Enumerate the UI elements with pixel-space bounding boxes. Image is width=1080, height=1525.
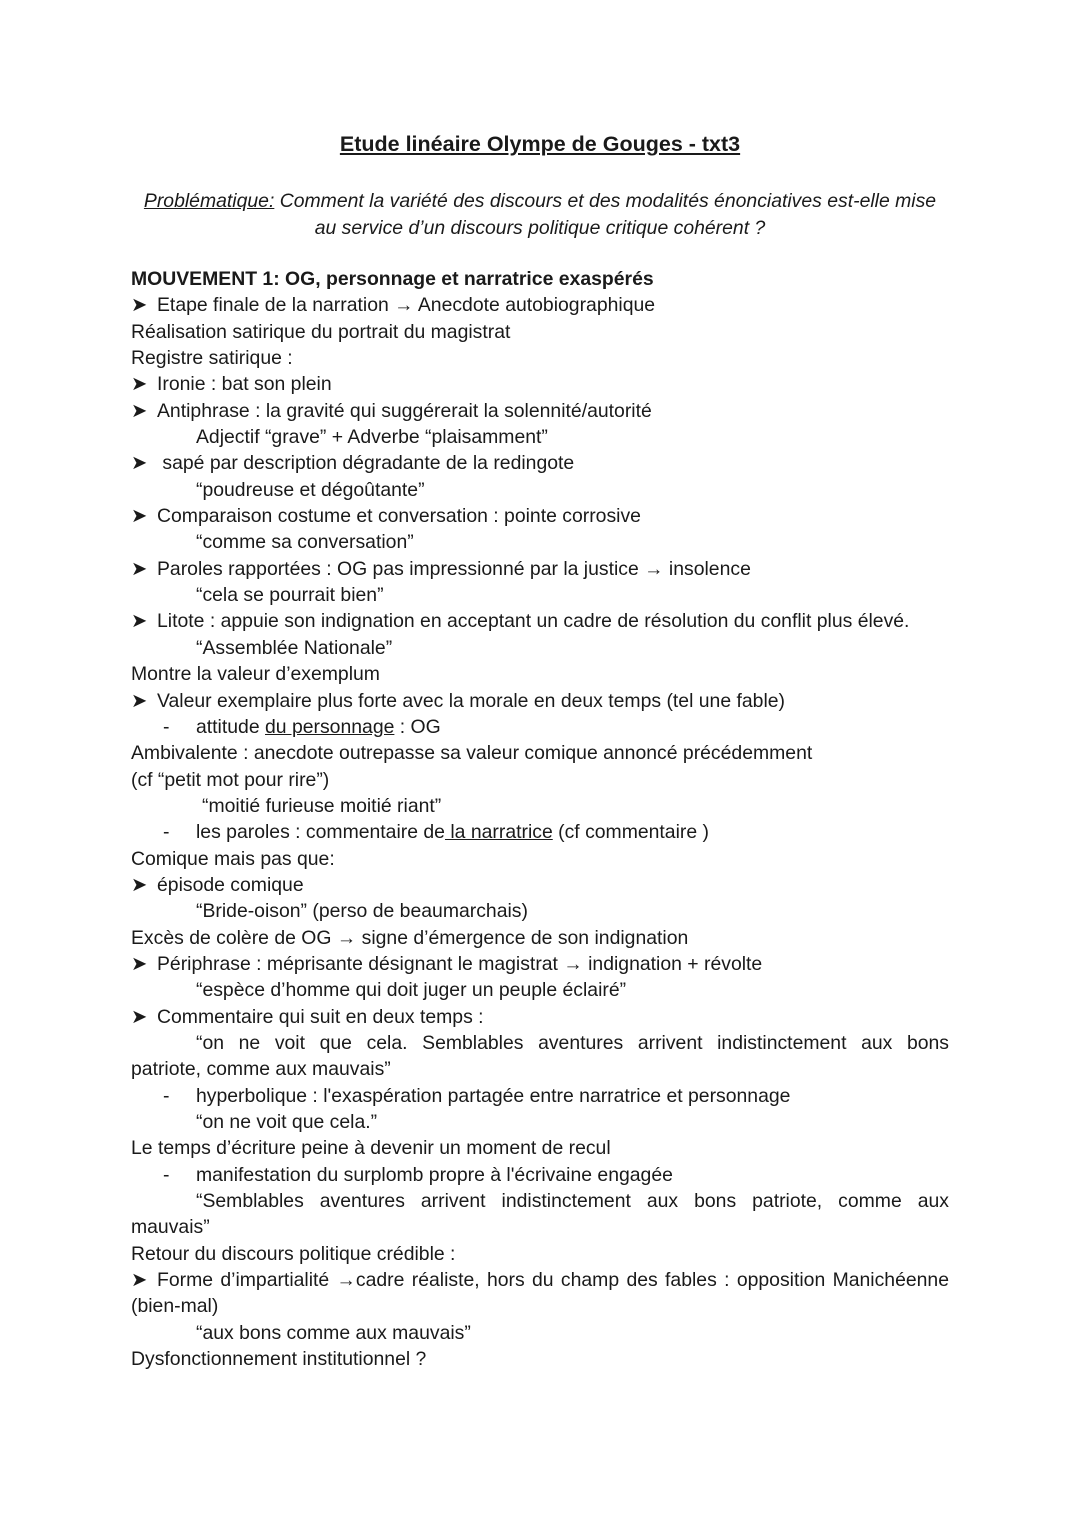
problematique-text-2: au service d’un discours politique critique cohérent ? (314, 216, 766, 239)
bullet-line: ➤ Comparaison costume et conversation : pointe corrosive (131, 503, 949, 529)
bullet-line: ➤ sapé par description dégradante de la redingote (131, 450, 949, 476)
quote-line: “moitié furieuse moitié riant” (202, 794, 442, 817)
quote-line: patriote, comme aux mauvais” (131, 1058, 391, 1081)
arrow-bullet-icon: ➤ (131, 373, 148, 396)
section-heading: MOUVEMENT 1: OG, personnage et narratrice exaspérés (131, 268, 654, 290)
text-line: Comique mais pas que: (131, 847, 335, 870)
bullet-line: ➤ Antiphrase : la gravité qui suggérerait la solennité/autorité (131, 398, 949, 424)
arrow-bullet-icon: ➤ (131, 873, 148, 896)
bullet-line: ➤ Ironie : bat son plein (131, 371, 949, 397)
text-line: Excès de colère de OG → signe d’émergence de son indignation (131, 926, 689, 949)
quote-line: “cela se pourrait bien” (196, 584, 384, 607)
dash-bullet-icon: - (163, 715, 170, 738)
arrow-bullet-icon: ➤ (131, 505, 148, 528)
bullet-line: ➤ Forme d’impartialité →cadre réaliste, hors du champ des fables : opposition Manichéenne (131, 1267, 949, 1293)
bullet-line: ➤ Litote : appuie son indignation en acceptant un cadre de résolution du conflit plus élevé. (131, 608, 949, 634)
arrow-bullet-icon: ➤ (131, 399, 148, 422)
arrow-bullet-icon: ➤ (131, 557, 148, 580)
dash-bullet-icon: - (163, 821, 170, 844)
quote-line: “Assemblée Nationale” (196, 636, 393, 659)
text-line: Montre la valeur d’exemplum (131, 663, 380, 686)
quote-line: “poudreuse et dégoûtante” (196, 478, 425, 501)
quote-line: Adjectif “grave” + Adverbe “plaisamment” (196, 426, 548, 449)
text-line: Ambivalente : anecdote outrepasse sa valeur comique annoncé précédemment (131, 742, 813, 765)
text-line: Dysfonctionnement institutionnel ? (131, 1348, 427, 1371)
quote-line: “on ne voit que cela.” (196, 1111, 378, 1133)
document-page (131, 128, 949, 1372)
arrow-bullet-icon: ➤ (131, 294, 148, 317)
text-line: Registre satirique : (131, 347, 293, 370)
bullet-line: ➤ Etape finale de la narration → Anecdote autobiographique (131, 292, 949, 318)
bullet-line: ➤ Périphrase : méprisante désignant le magistrat → indignation + révolte (131, 951, 949, 977)
bullet-line: ➤ Paroles rapportées : OG pas impressionné par la justice → insolence (131, 556, 949, 582)
dash-bullet-icon: - (163, 1084, 170, 1107)
arrow-bullet-icon: ➤ (131, 689, 148, 712)
arrow-bullet-icon: ➤ (131, 452, 148, 475)
dash-line: - manifestation du surplomb propre à l'écrivaine engagée (131, 1162, 949, 1188)
bullet-line: ➤ Valeur exemplaire plus forte avec la morale en deux temps (tel une fable) (131, 688, 949, 714)
underlined-text: la narratrice (444, 821, 553, 844)
quote-line: “Bride-oison” (perso de beaumarchais) (196, 900, 528, 923)
dash-line: - hyperbolique : l'exaspération partagée entre narratrice et personnage (131, 1083, 949, 1109)
arrow-bullet-icon: ➤ (131, 610, 148, 633)
quote-line: “espèce d’homme qui doit juger un peuple éclairé” (196, 979, 627, 1002)
arrow-bullet-icon: ➤ (131, 1269, 148, 1292)
bullet-line: ➤ épisode comique (131, 872, 949, 898)
problematique (131, 188, 949, 241)
arrow-bullet-icon: ➤ (131, 1005, 148, 1028)
bullet-line: ➤ Commentaire qui suit en deux temps : (131, 1004, 949, 1030)
dash-line: - les paroles : commentaire de la narratrice (cf commentaire ) (131, 819, 949, 845)
arrow-bullet-icon: ➤ (131, 952, 148, 975)
quote-line: “on ne voit que cela. Semblables aventures arrivent indistinctement aux bons (196, 1031, 949, 1054)
text-line: (bien-mal) (131, 1295, 219, 1318)
text-line: Retour du discours politique crédible : (131, 1242, 456, 1265)
dash-bullet-icon: - (163, 1163, 170, 1186)
quote-line: “Semblables aventures arrivent indistinctement aux bons patriote, comme aux (196, 1190, 949, 1213)
quote-line: mauvais” (131, 1216, 210, 1239)
dash-line: - attitude du personnage : OG (131, 714, 949, 740)
text-line: Réalisation satirique du portrait du magistrat (131, 320, 511, 343)
quote-line: “aux bons comme aux mauvais” (196, 1321, 471, 1344)
text-line: (cf “petit mot pour rire”) (131, 768, 330, 791)
problematique-label: Problématique: (143, 190, 275, 212)
document-title: Etude linéaire Olympe de Gouges - txt3 (339, 132, 741, 156)
quote-line: “comme sa conversation” (196, 531, 414, 554)
problematique-text-1: Comment la variété des discours et des modalités énonciatives est-elle mise (274, 190, 937, 212)
underlined-text: du personnage (265, 715, 395, 738)
text-line: Le temps d’écriture peine à devenir un moment de recul (131, 1137, 611, 1160)
